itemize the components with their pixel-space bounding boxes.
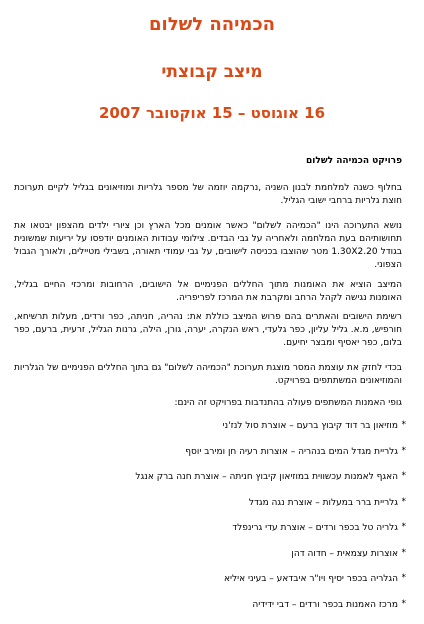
bullet-symbol: * (402, 496, 407, 508)
partner-name: האגף לאמנות עכשווית במוזיאון קיבוץ חניתה – אוצרת חנה ברק אנגל (135, 472, 398, 482)
bullet-symbol: * (402, 445, 407, 457)
partners-list (16, 420, 406, 624)
partner-name: גלריה טל בכפר ורדים – אוצרת עדי גרינפלד (232, 523, 398, 533)
partner-name: מוזיאון בר דוד קיבוץ ברעם – אוצרת סול לנז'ני (223, 421, 399, 431)
bullet-symbol: * (402, 521, 407, 533)
paragraph-background: בחלוף כשנה למלחמת לבנון השניה ,נרקמה יוזמה של מספר גלריות ומוזיאונים בגליל לקיים תערוכת חוצת גלריות ברחבי ישובי הגליל. (14, 182, 402, 208)
list-item (16, 599, 406, 624)
list-item (16, 471, 406, 497)
partner-name: גלריית ברר במעלות – אוצרת נגה מגדל (249, 498, 398, 508)
document-subtitle: מיצב קבוצתי (0, 62, 424, 82)
bullet-symbol: * (402, 419, 407, 431)
section-heading: פרויקט הכמיהה לשלום (306, 156, 402, 166)
paragraph-public-art: המיצב הוציא את האומנות מתוך החללים הפנימיים אל הישובים, הרחובות ומרכזי החיים בגליל, האומנות נגישה לקהל הרחב ומקרבת את המרכז לפריפריה. (14, 279, 402, 305)
partner-name: הגלריה בכפר יסיף ויו"ר איבדאע – בעיני איליא (224, 574, 398, 584)
list-item (16, 573, 406, 599)
bullet-symbol: * (402, 598, 407, 610)
paragraph-theme: נושא התערוכה הינו "הכמיהה לשלום" כאשר אומנים מכל הארץ וכן ציורי ילדים מהצפון יבטאו את תחושותיהם בעת המלחמה ולאחריה על גבי הבדים. צילומי עבודות האומנים יודפסו על יריעות שמשונית בגודל 1.30X2.20 מטר שהוצבו בכניסה לישובים, על גבי עמודי תאורה, בשבילי מטיילים, ולאורך הגבול הצפוני. (14, 220, 402, 272)
document-title: הכמיהה לשלום (0, 14, 424, 35)
partner-name: גלריית מגדל המים בנהריה – אוצרות רעיה חן ומירב יוסף (185, 447, 398, 457)
list-item (16, 497, 406, 523)
bullet-symbol: * (402, 470, 407, 482)
list-item (16, 548, 406, 574)
list-item (16, 522, 406, 548)
exhibition-dates: 16 אוגוסט – 15 אוקטובר 2007 (0, 104, 424, 122)
list-item (16, 446, 406, 472)
paragraph-indoor-exhibition: בכדי לחזק את עוצמת המסר מוצגת תערוכת "הכמיהה לשלום" גם בתוך החללים הפנימיים של הגלריות והמוזיאונים המשתתפים בפרויקט. (14, 362, 402, 388)
partner-name: מרכז האמנות בכפר ורדים – דבי ידידיה (252, 600, 398, 610)
partner-name: אוצרות עצמאית – חדוה דהן (291, 549, 398, 559)
bullet-symbol: * (402, 572, 407, 584)
bullet-symbol: * (402, 547, 407, 559)
paragraph-locations: רשימת הישובים והאתרים בהם פרוש המיצב כוללת את: נהריה, חניתה, כפר ורדים, מעלות תרשיחא, חורפיש, מ.א. גליל עליון, כפר גלעדי, ראש הנקרה, יערה, גורן, הילה, גרנות הגליל, זרעית, ברעם, כפר בלום, כפר יאסיף ומבצר יחיעם. (14, 311, 402, 350)
list-item (16, 420, 406, 446)
partners-intro: גופי האמנות המשתפים פעולה בהתנדבות בפרויקט זה הינם: (14, 397, 402, 410)
